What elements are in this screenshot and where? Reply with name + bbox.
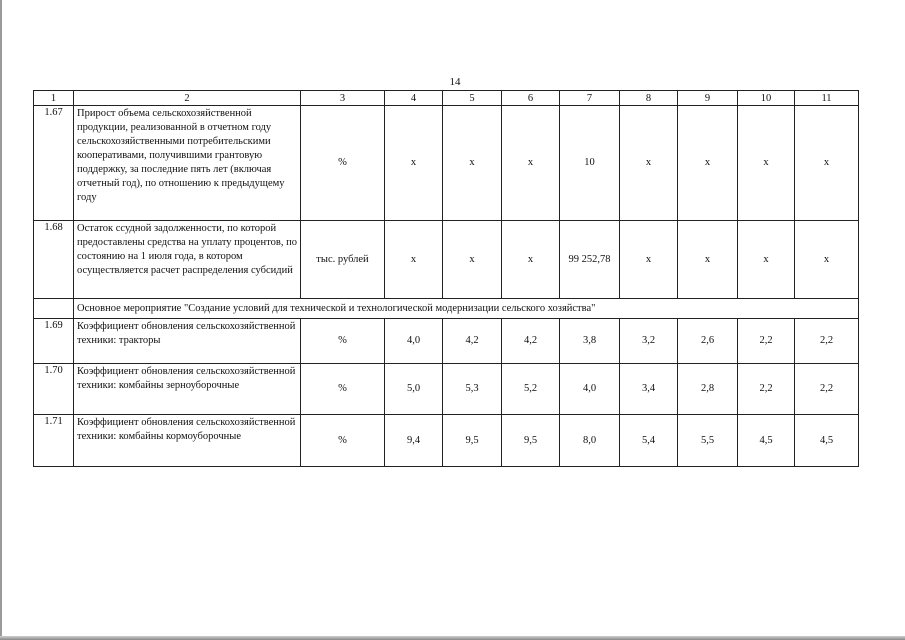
row-number: 1.68 xyxy=(34,221,74,299)
value-cell: x xyxy=(443,221,502,299)
table-row xyxy=(34,221,859,299)
table-row xyxy=(34,319,859,364)
section-title: Основное мероприятие "Создание условий для технической и технологической модернизации сельского хозяйства" xyxy=(74,299,859,319)
value-cell: 4,2 xyxy=(502,319,560,364)
value-cell: x xyxy=(620,106,678,221)
value-cell: 2,2 xyxy=(738,319,795,364)
row-number: 1.67 xyxy=(34,106,74,221)
value-cell: x xyxy=(385,106,443,221)
row-number: 1.70 xyxy=(34,364,74,415)
value-cell: 5,0 xyxy=(385,364,443,415)
section-row xyxy=(34,299,859,319)
scan-edge-left xyxy=(0,0,2,640)
header-cell: 9 xyxy=(678,91,738,106)
value-cell: 3,8 xyxy=(560,319,620,364)
value-cell: 4,0 xyxy=(560,364,620,415)
value-cell: x xyxy=(738,221,795,299)
value-cell: 5,3 xyxy=(443,364,502,415)
value-cell: 2,6 xyxy=(678,319,738,364)
value-cell: 2,8 xyxy=(678,364,738,415)
value-cell: 3,2 xyxy=(620,319,678,364)
indicator-name: Коэффициент обновления сельскохозяйственной техники: комбайны зерноуборочные xyxy=(74,364,301,415)
value-cell: 8,0 xyxy=(560,415,620,467)
row-number: 1.69 xyxy=(34,319,74,364)
header-cell: 6 xyxy=(502,91,560,106)
unit-cell: % xyxy=(301,319,385,364)
value-cell: 2,2 xyxy=(795,319,859,364)
value-cell: x xyxy=(385,221,443,299)
value-cell: 4,0 xyxy=(385,319,443,364)
page-number: 14 xyxy=(449,76,461,88)
header-cell: 5 xyxy=(443,91,502,106)
table-row xyxy=(34,364,859,415)
unit-cell: % xyxy=(301,415,385,467)
header-cell: 3 xyxy=(301,91,385,106)
value-cell: 5,5 xyxy=(678,415,738,467)
value-cell: 3,4 xyxy=(620,364,678,415)
value-cell: 9,4 xyxy=(385,415,443,467)
value-cell: 9,5 xyxy=(502,415,560,467)
unit-cell: % xyxy=(301,364,385,415)
indicator-name: Прирост объема сельскохозяйственной продукции, реализованной в отчетном году сельскохозяйственными потребительскими кооперативами, получившими грантовую поддержку, за последние пять лет (включая отчетный год), по отношению к предыдущему году xyxy=(74,106,301,221)
value-cell: x xyxy=(678,106,738,221)
value-cell: x xyxy=(620,221,678,299)
header-cell: 8 xyxy=(620,91,678,106)
table-row xyxy=(34,106,859,221)
indicator-name: Коэффициент обновления сельскохозяйственной техники: тракторы xyxy=(74,319,301,364)
value-cell: 10 xyxy=(560,106,620,221)
unit-cell: тыс. рублей xyxy=(301,221,385,299)
value-cell: 4,5 xyxy=(795,415,859,467)
scan-edge-bottom xyxy=(0,636,905,640)
value-cell: 99 252,78 xyxy=(560,221,620,299)
header-cell: 1 xyxy=(34,91,74,106)
value-cell: 2,2 xyxy=(738,364,795,415)
row-number: 1.71 xyxy=(34,415,74,467)
indicator-name: Коэффициент обновления сельскохозяйственной техники: комбайны кормоуборочные xyxy=(74,415,301,467)
table-row xyxy=(34,415,859,467)
indicator-name: Остаток ссудной задолженности, по которой предоставлены средства на уплату процентов, по состоянию на 1 июля года, в котором осуществляется расчет распределения субсидий xyxy=(74,221,301,299)
header-cell: 7 xyxy=(560,91,620,106)
unit-cell: % xyxy=(301,106,385,221)
header-cell: 10 xyxy=(738,91,795,106)
header-cell: 11 xyxy=(795,91,859,106)
value-cell: x xyxy=(738,106,795,221)
header-row xyxy=(34,91,859,106)
section-number-cell xyxy=(34,299,74,319)
indicators-table xyxy=(33,90,859,467)
header-cell: 2 xyxy=(74,91,301,106)
value-cell: 5,4 xyxy=(620,415,678,467)
value-cell: 9,5 xyxy=(443,415,502,467)
value-cell: x xyxy=(502,106,560,221)
value-cell: 2,2 xyxy=(795,364,859,415)
value-cell: x xyxy=(443,106,502,221)
value-cell: x xyxy=(678,221,738,299)
value-cell: 5,2 xyxy=(502,364,560,415)
value-cell: x xyxy=(502,221,560,299)
value-cell: 4,5 xyxy=(738,415,795,467)
value-cell: x xyxy=(795,106,859,221)
value-cell: 4,2 xyxy=(443,319,502,364)
value-cell: x xyxy=(795,221,859,299)
header-cell: 4 xyxy=(385,91,443,106)
